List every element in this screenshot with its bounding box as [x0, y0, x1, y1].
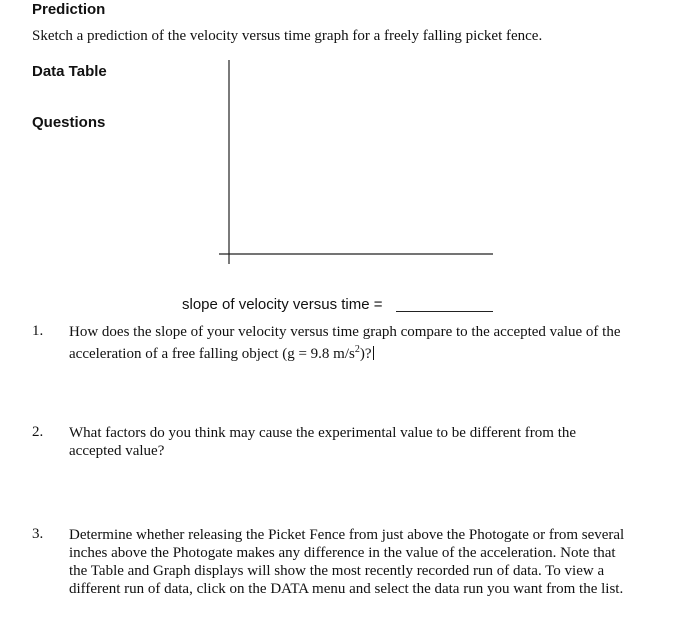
question-1-number: 1. [32, 323, 44, 339]
question-2-number: 2. [32, 424, 44, 440]
question-1-text-main: How does the slope of your velocity versus time graph compare to the accepted value of the acceleration of a free falling object (g = 9.8 m/s [69, 324, 621, 362]
prediction-heading: Prediction [32, 1, 106, 18]
question-1-text [69, 323, 631, 363]
text-cursor [373, 346, 374, 360]
question-2-text: What factors do you think may cause the experimental value to be different from the accepted value? [69, 425, 577, 459]
slope-label: slope of velocity versus time = [182, 296, 383, 313]
prediction-instruction: Sketch a prediction of the velocity versus time graph for a freely falling picket fence. [32, 28, 543, 44]
question-1-superscript: 2 [354, 344, 360, 355]
question-1-text-end: )? [359, 346, 372, 362]
question-3-text: Determine whether releasing the Picket Fence from just above the Photogate or from several inches above the Photogate makes any difference in the value of the acceleration. Note that the Table and Graph displays will show the most recently recorded run of data. To view a different run of data, click on the DATA menu and select the data run you want from the list. [69, 527, 625, 597]
data-table-heading: Data Table [32, 63, 107, 80]
question-3-number: 3. [32, 526, 44, 542]
sketch-axes [0, 0, 700, 300]
slope-answer-blank[interactable] [396, 311, 493, 312]
questions-heading: Questions [32, 114, 106, 131]
